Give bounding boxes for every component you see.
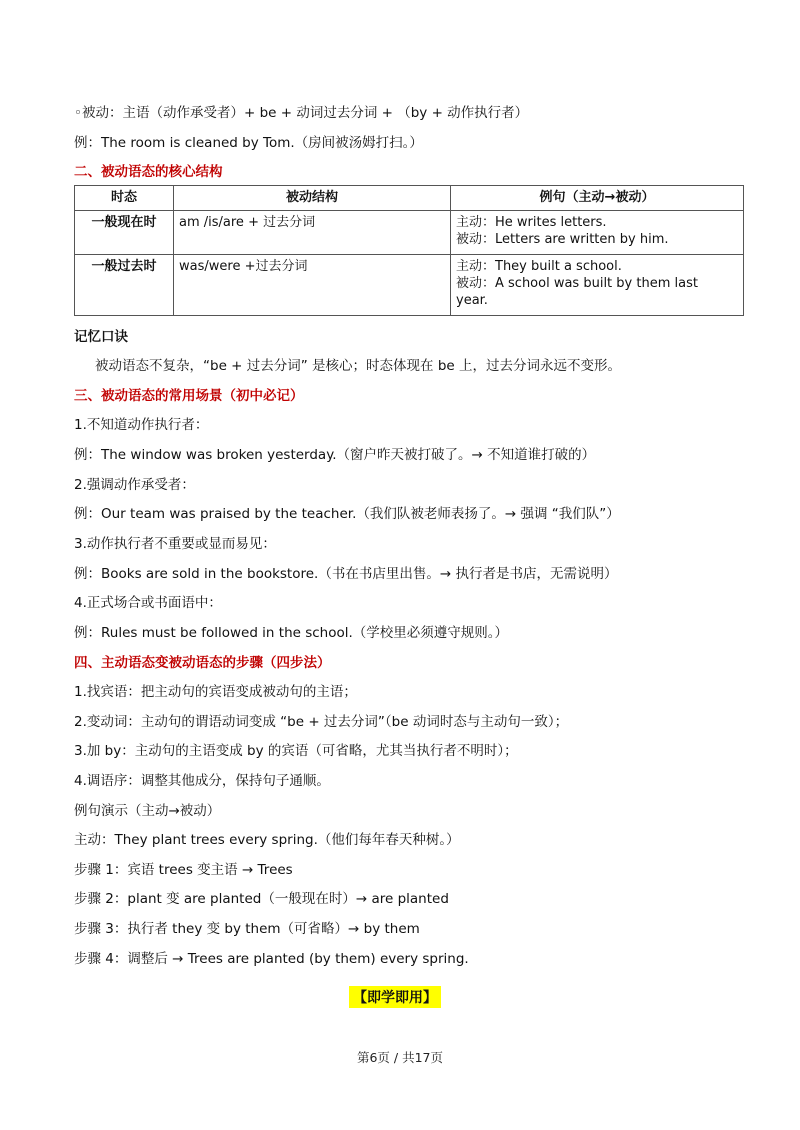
memory-title: 记忆口诀 bbox=[74, 329, 128, 345]
section4-title: 四、主动语态变被动语态的步骤（四步法） bbox=[74, 655, 331, 671]
row-structure: was/were +过去分词 bbox=[174, 255, 451, 316]
conversion-step: 1.找宾语：把主动句的宾语变成被动句的主语； bbox=[74, 684, 357, 700]
demo-title: 例句演示（主动→被动） bbox=[74, 803, 221, 819]
page-footer: 第6页 / 共17页 bbox=[356, 1050, 444, 1065]
header-structure: 被动结构 bbox=[174, 186, 451, 211]
table-row bbox=[75, 255, 744, 316]
practice-badge: 【即学即用】 bbox=[349, 986, 441, 1008]
demo-step: 步骤 2：plant 变 are planted（一般现在时）→ are planted bbox=[74, 891, 449, 907]
table-row bbox=[75, 211, 744, 255]
scenario-example: 例：Our team was praised by the teacher.（我们队被老师表扬了。→ 强调 “我们队”） bbox=[74, 506, 620, 522]
active-sentence: 主动：He writes letters. bbox=[456, 215, 607, 230]
demo-active-sentence: 主动：They plant trees every spring.（他们每年春天种树。） bbox=[74, 832, 460, 848]
scenario-label: 4.正式场合或书面语中： bbox=[74, 595, 222, 611]
row-tense: 一般现在时 bbox=[75, 211, 174, 255]
passive-sentence: 被动：Letters are written by him. bbox=[456, 232, 669, 247]
intro-rule: ◦被动：主语（动作承受者）+ be + 动词过去分词 + （by + 动作执行者） bbox=[74, 105, 529, 121]
scenario-example: 例：The window was broken yesterday.（窗户昨天被打破了。→ 不知道谁打破的） bbox=[74, 447, 596, 463]
row-structure: am /is/are + 过去分词 bbox=[174, 211, 451, 255]
memory-text: 被动语态不复杂，“be + 过去分词” 是核心；时态体现在 be 上，过去分词永远不变形。 bbox=[95, 358, 622, 374]
intro-example: 例：The room is cleaned by Tom.（房间被汤姆打扫。） bbox=[74, 135, 423, 151]
scenario-label: 1.不知道动作执行者： bbox=[74, 417, 209, 433]
row-tense: 一般过去时 bbox=[75, 255, 174, 316]
conversion-step: 2.变动词：主动句的谓语动词变成 “be + 过去分词”（be 动词时态与主动句一致）； bbox=[74, 714, 569, 730]
scenario-example: 例：Rules must be followed in the school.（学校里必须遵守规则。） bbox=[74, 625, 509, 641]
scenario-label: 3.动作执行者不重要或显而易见： bbox=[74, 536, 276, 552]
header-example: 例句（主动→被动） bbox=[451, 186, 744, 211]
demo-step: 步骤 3：执行者 they 变 by them（可省略）→ by them bbox=[74, 921, 420, 937]
row-example bbox=[451, 255, 744, 316]
section2-title: 二、被动语态的核心结构 bbox=[74, 164, 223, 180]
active-sentence: 主动：They built a school. bbox=[456, 259, 622, 274]
scenario-example: 例：Books are sold in the bookstore.（书在书店里出售。→ 执行者是书店，无需说明） bbox=[74, 566, 618, 582]
passive-structure-table bbox=[74, 185, 744, 316]
section3-title: 三、被动语态的常用场景（初中必记） bbox=[74, 388, 304, 404]
passive-sentence: 被动：A school was built by them last year. bbox=[456, 276, 698, 308]
table-header-row bbox=[75, 186, 744, 211]
conversion-step: 4.调语序：调整其他成分，保持句子通顺。 bbox=[74, 773, 330, 789]
scenario-label: 2.强调动作承受者： bbox=[74, 477, 195, 493]
demo-step: 步骤 4：调整后 → Trees are planted (by them) every spring. bbox=[74, 951, 469, 967]
row-example bbox=[451, 211, 744, 255]
header-tense: 时态 bbox=[75, 186, 174, 211]
conversion-step: 3.加 by：主动句的主语变成 by 的宾语（可省略，尤其当执行者不明时）； bbox=[74, 743, 518, 759]
demo-step: 步骤 1：宾语 trees 变主语 → Trees bbox=[74, 862, 293, 878]
